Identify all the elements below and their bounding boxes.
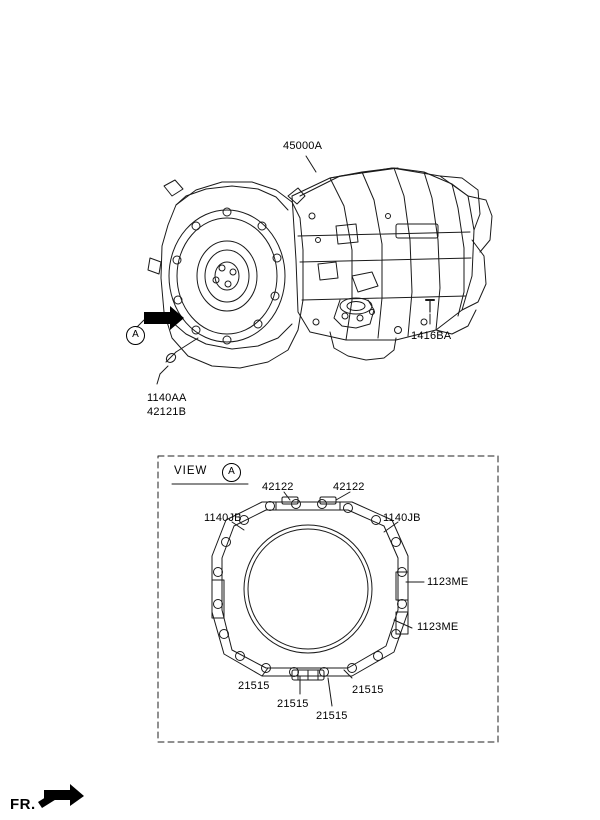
front-direction-label: FR.: [10, 796, 36, 813]
callout-1140JB-right: 1140JB: [383, 512, 421, 524]
callout-42122-left: 42122: [262, 481, 294, 493]
view-a-box: [158, 456, 498, 742]
callout-21515-4: 21515: [316, 710, 348, 722]
callout-1123ME-1: 1123ME: [427, 576, 469, 588]
callout-42122-right: 42122: [333, 481, 365, 493]
transmission-assembly-art: [137, 156, 492, 384]
callout-1123ME-2: 1123ME: [417, 621, 459, 633]
callout-21515-2: 21515: [277, 698, 309, 710]
callout-21515-3: 21515: [352, 684, 384, 696]
callout-21515-1: 21515: [238, 680, 270, 692]
leader-21515-4: [328, 678, 332, 706]
callout-45000A: 45000A: [283, 140, 323, 152]
view-label: VIEW: [174, 465, 208, 477]
fr-arrow: [38, 784, 84, 808]
detail-marker-a: A: [126, 326, 145, 345]
view-marker-a: A: [222, 463, 241, 482]
callout-1416BA: 1416BA: [411, 330, 452, 342]
callout-1140AA: 1140AA: [147, 392, 187, 404]
leader-21515-3: [344, 670, 352, 678]
callout-42121B: 42121B: [147, 406, 187, 418]
callout-1140JB-left: 1140JB: [204, 512, 242, 524]
